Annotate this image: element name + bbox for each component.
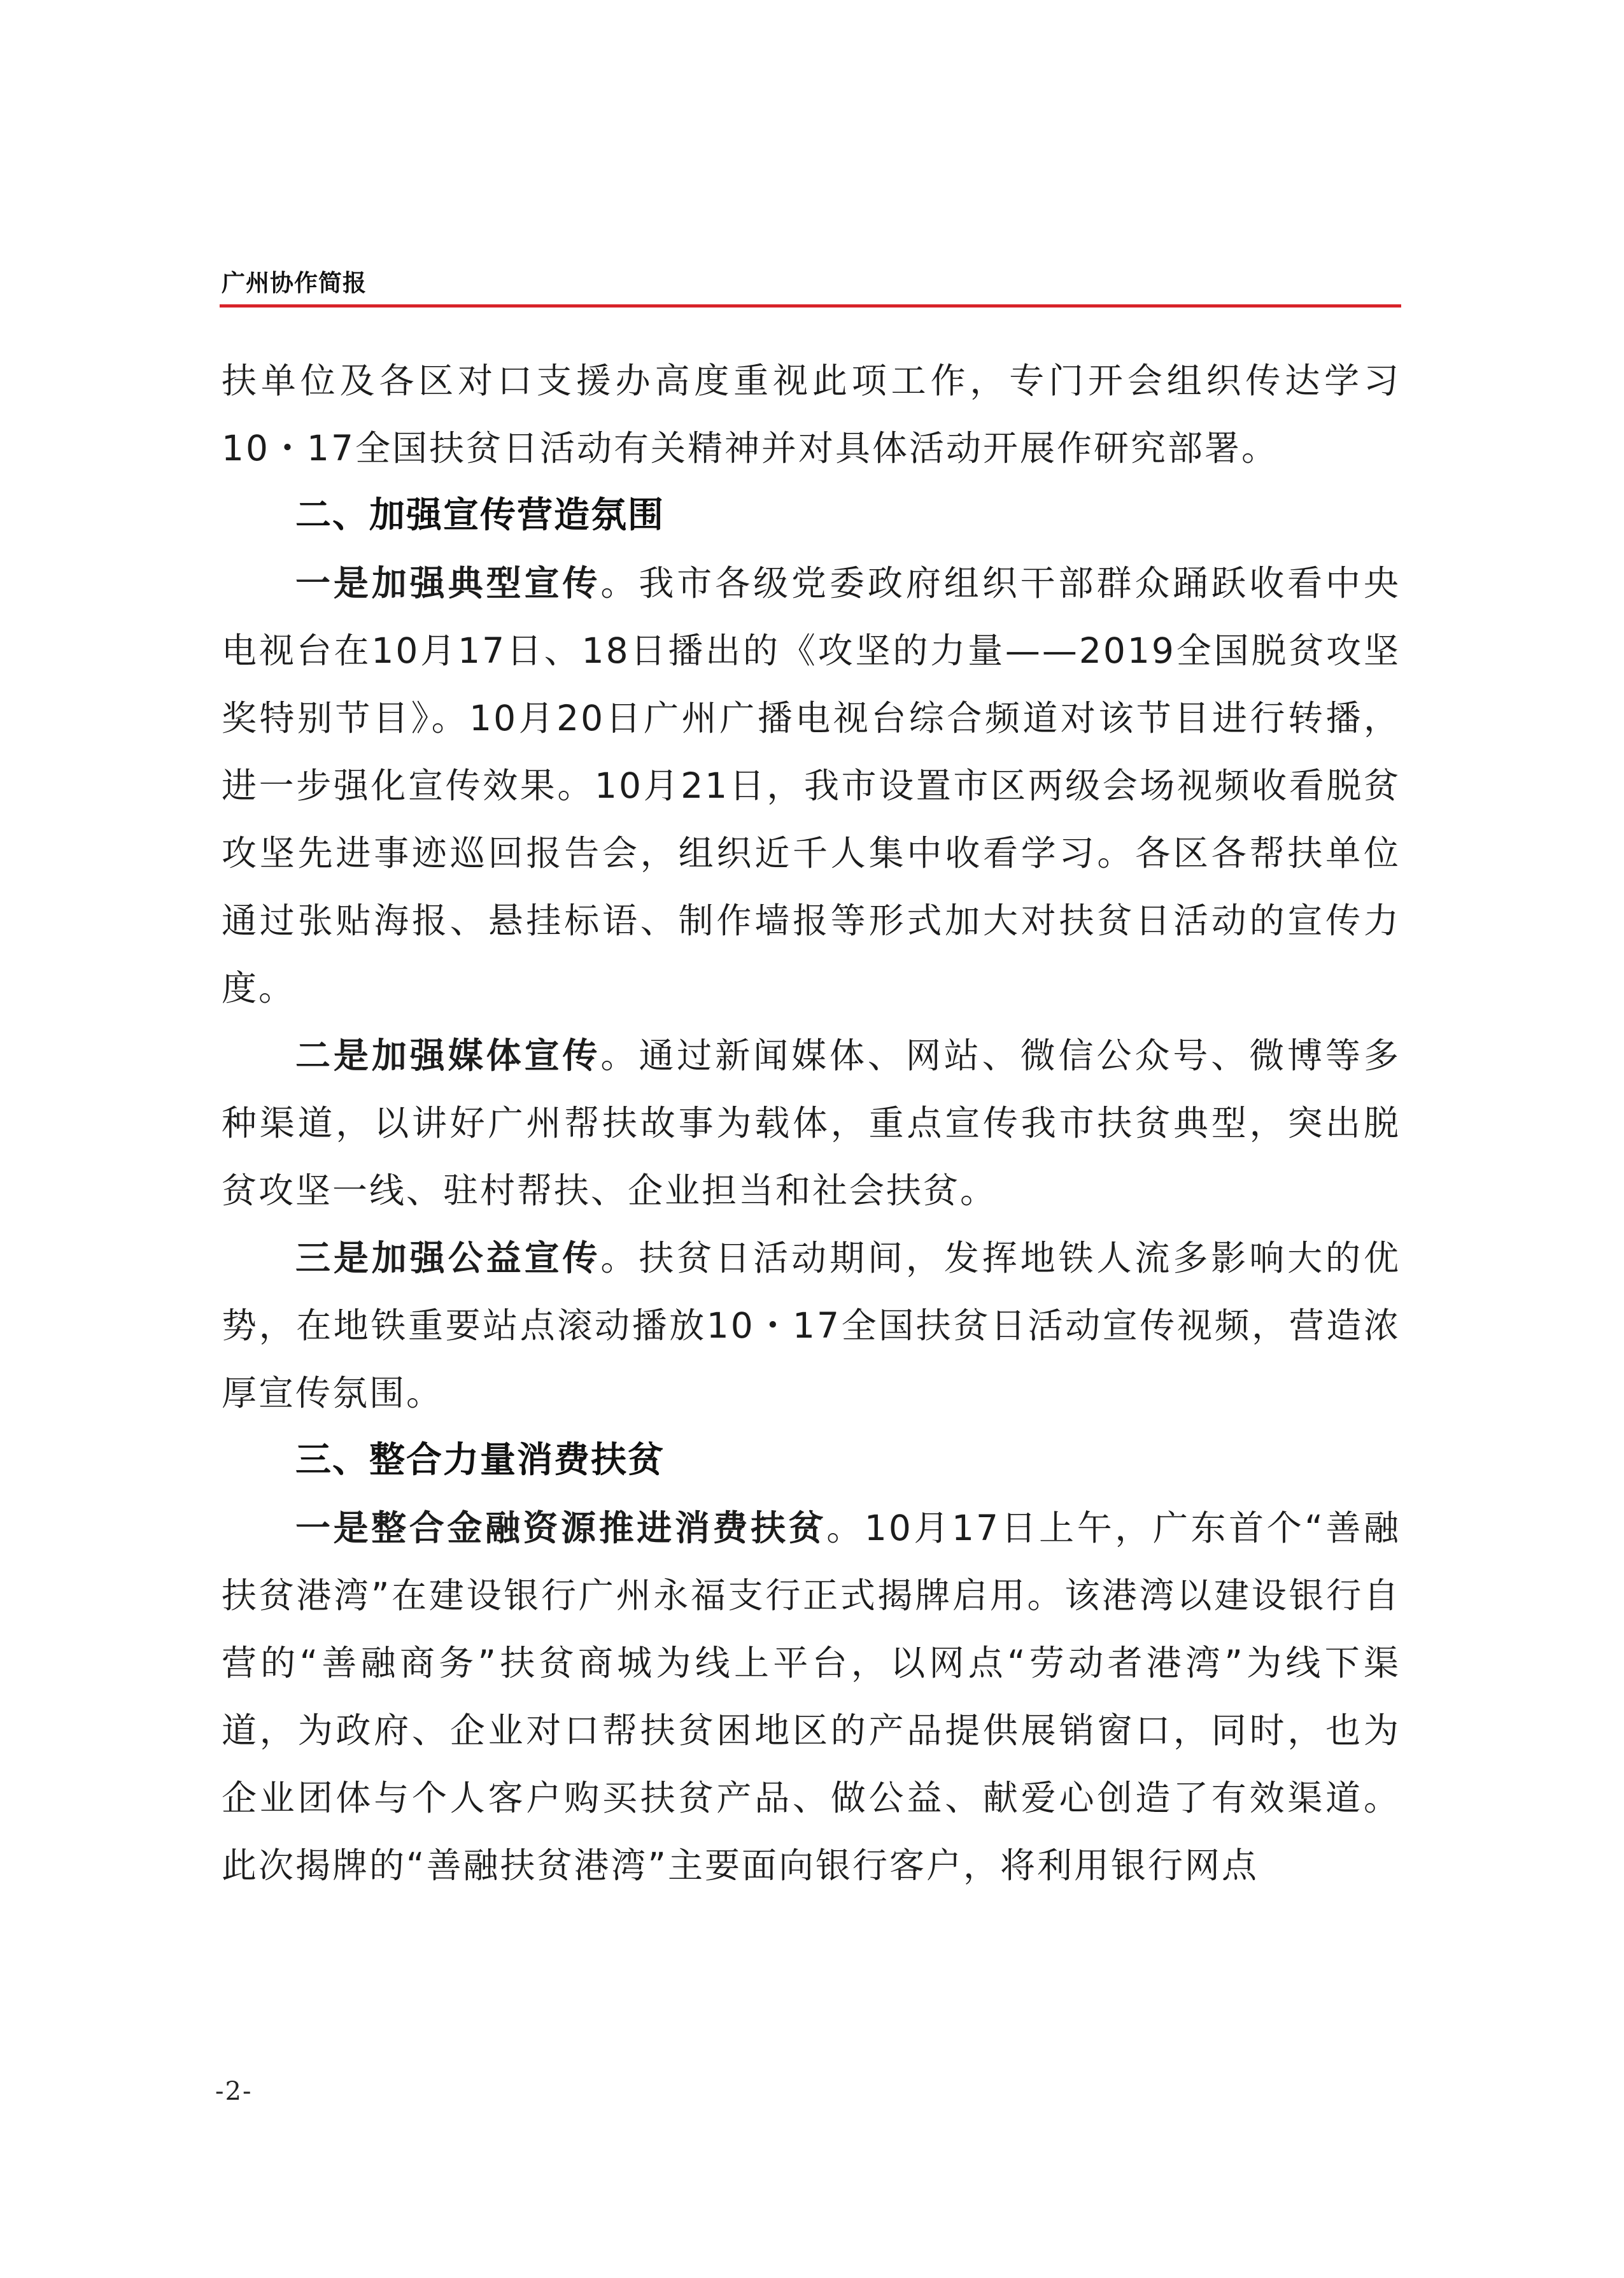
section-heading-2: 二、加强宣传营造氛围 [295,495,665,536]
paragraph-typical-publicity [222,549,1401,1022]
paragraph-lead: 一是整合金融资源推进消费扶贫 [295,1507,827,1548]
paragraph-public-welfare-publicity [222,1224,1401,1427]
paragraph-text: 。10月17日上午，广东首个“善融扶贫港湾”在建设银行广州永福支行正式揭牌启用。该港湾以建设银行自营的“善融商务”扶贫商城为线上平台，以网点“劳动者港湾”为线下渠道，为政府、企业对口帮扶贫困地区的产品提供展销窗口，同时，也为企业团体与个人客户购买扶贫产品、做公益、献爱心创造了有效渠道。此次揭牌的“善融扶贫港湾”主要面向银行客户，将利用银行网点 [222,1508,1401,1886]
header-title: 广州协作简报 [222,269,367,297]
page-number: -2- [215,2077,253,2106]
paragraph-lead: 一是加强典型宣传 [295,562,601,604]
paragraph-text: 。我市各级党委政府组织干部群众踊跃收看中央电视台在10月17日、18日播出的《攻坚的力量——2019全国脱贫攻坚奖特别节目》。10月20日广州广播电视台综合频道对该节目进行转播，进一步强化宣传效果。10月21日，我市设置市区两级会场视频收看脱贫攻坚先进事迹巡回报告会，组织近千人集中收看学习。各区各帮扶单位通过张贴海报、悬挂标语、制作墙报等形式加大对扶贫日活动的宣传力度。 [222,563,1401,1008]
paragraph-lead: 三是加强公益宣传 [295,1237,601,1278]
paragraph-media-publicity [222,1022,1401,1224]
paragraph-text: 。扶贫日活动期间，发挥地铁人流多影响大的优势，在地铁重要站点滚动播放10・17全国扶贫日活动宣传视频，营造浓厚宣传氛围。 [222,1238,1401,1413]
paragraph-continued: 扶单位及各区对口支援办高度重视此项工作，专门开会组织传达学习10・17全国扶贫日活动有关精神并对具体活动开展作研究部署。 [222,360,1401,469]
header-divider [220,304,1401,308]
paragraph-lead: 二是加强媒体宣传 [295,1035,601,1076]
document-body [222,347,1401,1899]
paragraph-financial-resources [222,1494,1401,1899]
section-heading-3: 三、整合力量消费扶贫 [295,1440,665,1481]
paragraph-text: 。通过新闻媒体、网站、微信公众号、微博等多种渠道，以讲好广州帮扶故事为载体，重点宣传我市扶贫典型，突出脱贫攻坚一线、驻村帮扶、企业担当和社会扶贫。 [222,1035,1401,1211]
